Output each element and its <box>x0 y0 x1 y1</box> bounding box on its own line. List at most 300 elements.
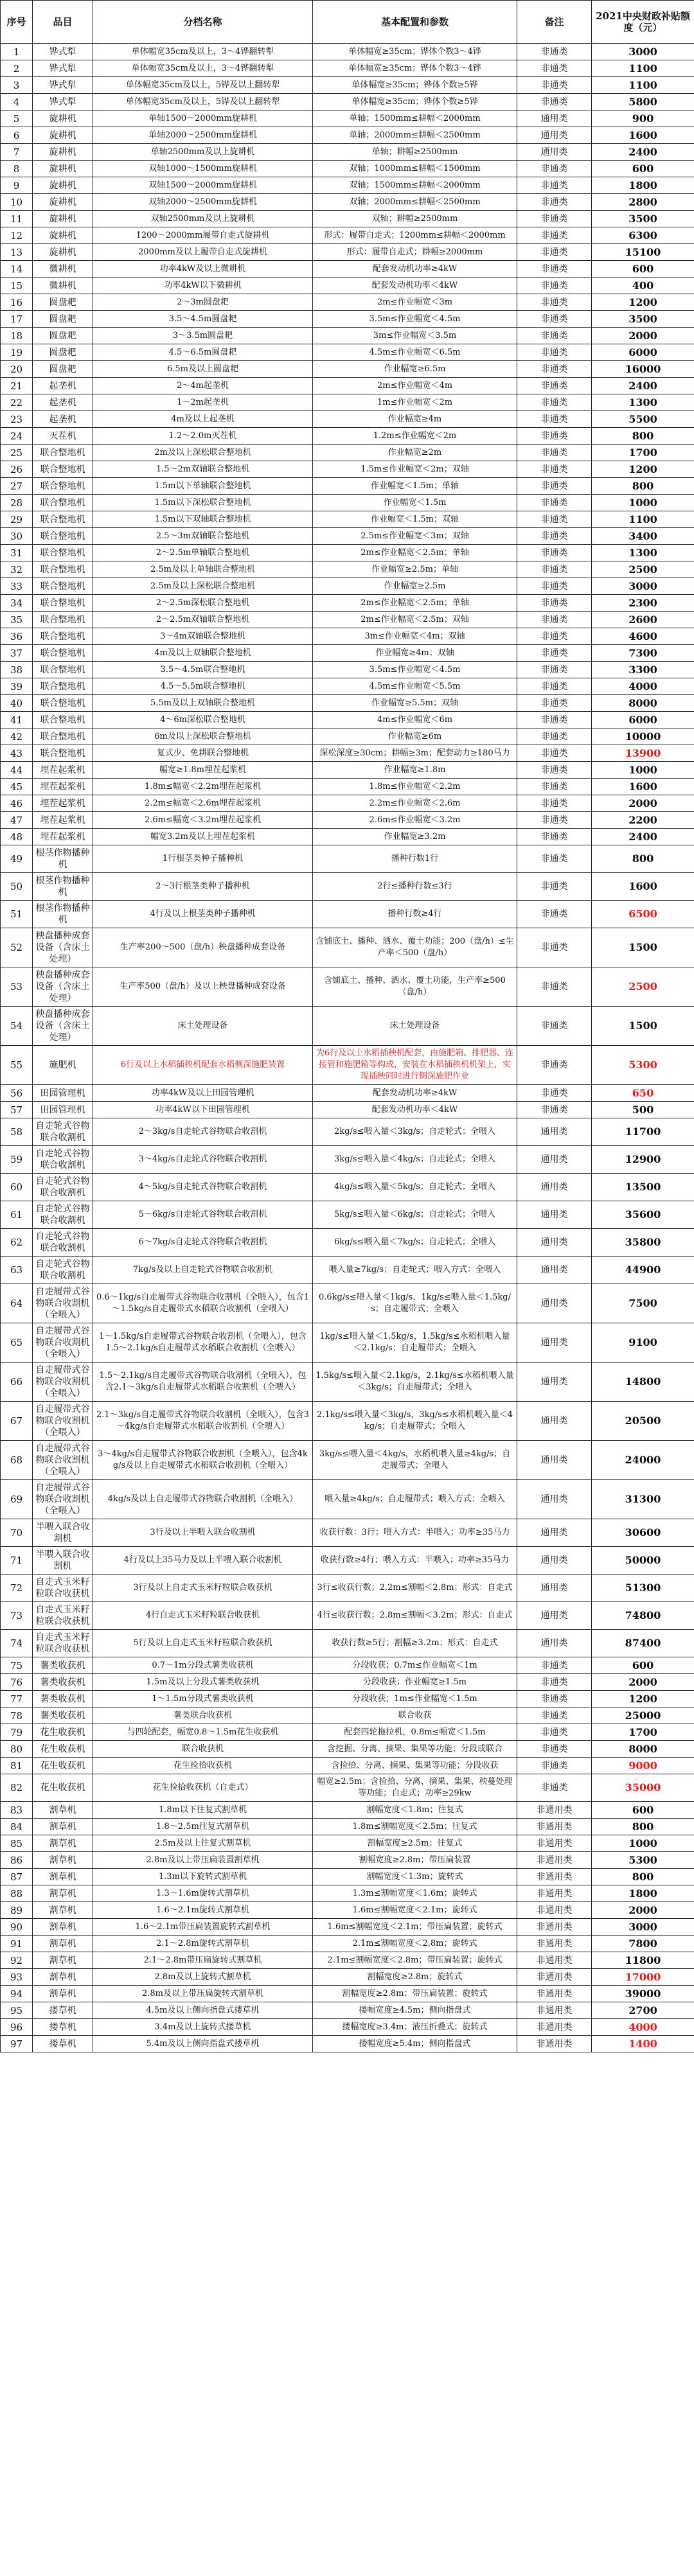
cell-amount: 800 <box>592 428 694 445</box>
cell-note: 通用类 <box>517 1630 592 1657</box>
table-row <box>1 695 694 712</box>
cell-spec: 3.4m及以上旋转式搂草机 <box>93 2019 313 2036</box>
cell-note: 通用类 <box>517 1575 592 1602</box>
table-body <box>1 44 694 2052</box>
table-row <box>1 495 694 511</box>
cell-params: 深松深度≥30cm；耕幅≥3m；配套动力≥180马力 <box>313 745 517 762</box>
cell-item: 自走履带式谷物联合收割机（全喂入） <box>33 1363 93 1402</box>
cell-note: 非通类 <box>517 1691 592 1707</box>
cell-no: 76 <box>1 1674 33 1691</box>
cell-no: 17 <box>1 311 33 328</box>
cell-note: 非通类 <box>517 1657 592 1674</box>
table-row <box>1 1691 694 1707</box>
table-row <box>1 161 694 177</box>
cell-note: 非通用类 <box>517 1936 592 1952</box>
cell-amount: 600 <box>592 1802 694 1819</box>
cell-params: 2m≤作业幅宽＜2.5m；单轴 <box>313 595 517 612</box>
table-row <box>1 1547 694 1575</box>
cell-item: 搂草机 <box>33 2019 93 2036</box>
cell-params: 1.3m≤割幅宽度＜1.6m；旋转式 <box>313 1885 517 1902</box>
cell-params: 作业幅宽≥4m <box>313 411 517 428</box>
cell-amount: 11700 <box>592 1118 694 1146</box>
cell-no: 25 <box>1 445 33 461</box>
table-row <box>1 901 694 928</box>
cell-amount: 2400 <box>592 378 694 394</box>
table-row <box>1 294 694 311</box>
table-row <box>1 60 694 77</box>
cell-note: 非通类 <box>517 595 592 612</box>
cell-spec: 2～2.5m双轴联合整地机 <box>93 612 313 628</box>
cell-spec: 双轴1000～1500mm旋耕机 <box>93 161 313 177</box>
cell-params: 形式：履带自走式；耕幅≥2000mm <box>313 244 517 261</box>
cell-item: 铧式犁 <box>33 94 93 110</box>
cell-note: 通用类 <box>517 1118 592 1146</box>
cell-amount: 2400 <box>592 829 694 845</box>
cell-no: 85 <box>1 1835 33 1852</box>
cell-no: 51 <box>1 901 33 928</box>
table-row <box>1 762 694 779</box>
cell-params: 作业幅宽≥4m；双轴 <box>313 645 517 662</box>
table-row <box>1 1802 694 1819</box>
table-row <box>1 144 694 161</box>
cell-no: 15 <box>1 278 33 294</box>
cell-no: 40 <box>1 695 33 712</box>
cell-params: 双轴；1500mm≤耕幅＜2000mm <box>313 177 517 194</box>
cell-amount: 8000 <box>592 1741 694 1758</box>
cell-note: 非通类 <box>517 44 592 60</box>
cell-amount: 7300 <box>592 645 694 662</box>
cell-params: 幅宽≥2.5m；含捡拾、分离、摘果、集果、秧蔓处理等功能；自走式；功率≥29kw <box>313 1774 517 1802</box>
table-row <box>1 1902 694 1919</box>
table-row <box>1 445 694 461</box>
cell-params: 1m≤作业幅宽＜2m <box>313 394 517 411</box>
cell-note: 非通用类 <box>517 2019 592 2036</box>
cell-params: 割幅宽度≥2.8m；旋转式 <box>313 1969 517 1986</box>
cell-params: 割幅宽度≥2.8m；带压扁装置 <box>313 1852 517 1869</box>
cell-item: 割草机 <box>33 1952 93 1969</box>
cell-item: 联合整地机 <box>33 612 93 628</box>
cell-amount: 1100 <box>592 511 694 528</box>
cell-item: 旋耕机 <box>33 177 93 194</box>
cell-amount: 1600 <box>592 779 694 795</box>
cell-amount: 2000 <box>592 795 694 812</box>
cell-note: 非通类 <box>517 1724 592 1741</box>
cell-item: 联合整地机 <box>33 645 93 662</box>
cell-params: 1.5kg/s≤喂入量＜2.1kg/s，2.1kg/s≤水稻机喂入量＜3kg/s；自走履带式；全喂入 <box>313 1363 517 1402</box>
cell-spec: 双轴1500～2000mm旋耕机 <box>93 177 313 194</box>
cell-params: 3m≤作业幅宽＜4m；双轴 <box>313 628 517 645</box>
cell-note: 非通用类 <box>517 1969 592 1986</box>
cell-amount: 1800 <box>592 177 694 194</box>
table-row <box>1 1936 694 1952</box>
cell-item: 联合整地机 <box>33 528 93 545</box>
cell-note: 非通类 <box>517 795 592 812</box>
cell-item: 自走履带式谷物联合收割机（全喂入） <box>33 1402 93 1441</box>
cell-amount: 3000 <box>592 44 694 60</box>
cell-note: 非通类 <box>517 1007 592 1046</box>
cell-params: 双轴；耕幅≥2500mm <box>313 211 517 227</box>
cell-note: 非通类 <box>517 845 592 873</box>
cell-spec: 2.5m及以上单轴联合整地机 <box>93 561 313 578</box>
cell-note: 非通类 <box>517 645 592 662</box>
table-row <box>1 795 694 812</box>
cell-amount: 1200 <box>592 461 694 478</box>
cell-note: 非通用类 <box>517 1952 592 1969</box>
header-amount: 2021中央财政补贴额度（元） <box>592 1 694 44</box>
cell-spec: 2～4m起垄机 <box>93 378 313 394</box>
cell-no: 73 <box>1 1602 33 1630</box>
cell-amount: 35600 <box>592 1201 694 1229</box>
cell-spec: 床土处理设备 <box>93 1007 313 1046</box>
table-row <box>1 528 694 545</box>
cell-item: 联合整地机 <box>33 595 93 612</box>
cell-amount: 800 <box>592 478 694 495</box>
cell-item: 割草机 <box>33 1835 93 1852</box>
cell-spec: 1～1.5m分段式薯类收获机 <box>93 1691 313 1707</box>
cell-spec: 3～4kg/s自走履带式谷物联合收割机（全喂入），包含4kg/s及以上自走履带式水稻联合收割机（全喂入） <box>93 1441 313 1480</box>
cell-spec: 生产率200～500（盘/h）秧盘播种成套设备 <box>93 928 313 967</box>
cell-params: 2m≤作业幅宽＜2.5m；双轴 <box>313 612 517 628</box>
table-row <box>1 94 694 110</box>
cell-note: 通用类 <box>517 1146 592 1174</box>
cell-amount: 4000 <box>592 2019 694 2036</box>
cell-note: 非通类 <box>517 511 592 528</box>
cell-item: 联合整地机 <box>33 445 93 461</box>
cell-params: 3m≤作业幅宽＜3.5m <box>313 328 517 344</box>
cell-item: 联合整地机 <box>33 662 93 678</box>
cell-params: 1.6m≤割幅宽度＜2.1m；带压扁装置；旋转式 <box>313 1919 517 1936</box>
cell-spec: 花生捡拾收获机 <box>93 1758 313 1774</box>
table-row <box>1 1480 694 1519</box>
cell-no: 20 <box>1 361 33 378</box>
cell-params: 配套发动机功率≥4kW <box>313 261 517 278</box>
cell-amount: 4000 <box>592 678 694 695</box>
cell-item: 联合整地机 <box>33 678 93 695</box>
table-row <box>1 1869 694 1885</box>
cell-item: 自走轮式谷物联合收割机 <box>33 1201 93 1229</box>
cell-amount: 9000 <box>592 1758 694 1774</box>
cell-item: 田园管理机 <box>33 1085 93 1102</box>
cell-amount: 1500 <box>592 1007 694 1046</box>
cell-params: 3kg/s≤喂入量＜4kg/s，水稻机喂入量≥4kg/s；自走履带式；全喂入 <box>313 1441 517 1480</box>
cell-params: 单轴；1500mm≤耕幅＜2000mm <box>313 110 517 127</box>
cell-spec: 4m及以上双轴联合整地机 <box>93 645 313 662</box>
cell-spec: 5.5m及以上双轴联合整地机 <box>93 695 313 712</box>
cell-no: 70 <box>1 1519 33 1547</box>
cell-no: 83 <box>1 1802 33 1819</box>
table-row <box>1 845 694 873</box>
cell-no: 77 <box>1 1691 33 1707</box>
cell-params: 播种行数1行 <box>313 845 517 873</box>
cell-params: 搂幅宽度≥4.5m；侧向指盘式 <box>313 2002 517 2019</box>
table-row <box>1 44 694 60</box>
cell-note: 非通类 <box>517 194 592 211</box>
cell-note: 非通类 <box>517 1707 592 1724</box>
cell-note: 非通类 <box>517 244 592 261</box>
cell-amount: 7500 <box>592 1284 694 1323</box>
header-note: 备注 <box>517 1 592 44</box>
cell-amount: 2600 <box>592 612 694 628</box>
cell-params: 1kg/s≤喂入量＜1.5kg/s，1.5kg/s≤水稻机喂入量＜2.1kg/s；自走履带式；全喂入 <box>313 1323 517 1363</box>
cell-amount: 1300 <box>592 394 694 411</box>
table-row <box>1 378 694 394</box>
cell-amount: 600 <box>592 161 694 177</box>
cell-no: 62 <box>1 1229 33 1257</box>
cell-amount: 3000 <box>592 578 694 595</box>
table-row <box>1 177 694 194</box>
cell-amount: 1200 <box>592 294 694 311</box>
table-row <box>1 1046 694 1085</box>
cell-amount: 8000 <box>592 695 694 712</box>
cell-params: 为6行及以上水稻插秧机配套，由施肥箱、排肥器、连接管和施肥箱等构成，安装在水稻插秧机机架上，实现插秧同时进行侧深施肥作业 <box>313 1046 517 1085</box>
table-row <box>1 1174 694 1201</box>
table-row <box>1 728 694 745</box>
cell-note: 非通类 <box>517 812 592 829</box>
cell-no: 28 <box>1 495 33 511</box>
table-row <box>1 1919 694 1936</box>
cell-spec: 4.5m及以上侧向指盘式搂草机 <box>93 2002 313 2019</box>
cell-note: 非通用类 <box>517 1986 592 2002</box>
cell-amount: 2000 <box>592 1674 694 1691</box>
cell-no: 12 <box>1 227 33 244</box>
cell-item: 割草机 <box>33 1936 93 1952</box>
cell-item: 起垄机 <box>33 411 93 428</box>
cell-no: 59 <box>1 1146 33 1174</box>
cell-params: 配套发动机功率＜4kW <box>313 1102 517 1118</box>
cell-spec: 花生捡拾收获机（自走式） <box>93 1774 313 1802</box>
cell-spec: 4.5～6.5m圆盘耙 <box>93 344 313 361</box>
cell-amount: 15100 <box>592 244 694 261</box>
cell-params: 2m≤作业幅宽＜4m <box>313 378 517 394</box>
cell-spec: 2.6m≤幅宽＜3.2m埋茬起浆机 <box>93 812 313 829</box>
table-row <box>1 1402 694 1441</box>
cell-item: 自走轮式谷物联合收割机 <box>33 1118 93 1146</box>
cell-no: 89 <box>1 1902 33 1919</box>
cell-spec: 1.3～1.6m旋转式割草机 <box>93 1885 313 1902</box>
cell-params: 床土处理设备 <box>313 1007 517 1046</box>
cell-note: 非通类 <box>517 712 592 728</box>
cell-spec: 2.8m及以上旋转式割草机 <box>93 1969 313 1986</box>
cell-item: 联合整地机 <box>33 695 93 712</box>
cell-note: 非通类 <box>517 762 592 779</box>
table-row <box>1 328 694 344</box>
cell-amount: 400 <box>592 278 694 294</box>
cell-amount: 87400 <box>592 1630 694 1657</box>
cell-item: 圆盘耙 <box>33 311 93 328</box>
cell-item: 自走轮式谷物联合收割机 <box>33 1229 93 1257</box>
table-row <box>1 678 694 695</box>
table-row <box>1 1441 694 1480</box>
header-spec: 分档名称 <box>93 1 313 44</box>
cell-amount: 1000 <box>592 495 694 511</box>
table-row <box>1 1085 694 1102</box>
cell-spec: 0.6～1kg/s自走履带式谷物联合收割机（全喂入），包含1～1.5kg/s自走履带式水稻联合收割机（全喂入） <box>93 1284 313 1323</box>
table-row <box>1 1969 694 1986</box>
cell-no: 16 <box>1 294 33 311</box>
cell-spec: 单体幅宽35cm及以上，3～4铧翻转犁 <box>93 44 313 60</box>
cell-note: 通用类 <box>517 110 592 127</box>
cell-note: 非通类 <box>517 177 592 194</box>
cell-note: 非通类 <box>517 578 592 595</box>
cell-spec: 单轴2000～2500mm旋耕机 <box>93 127 313 144</box>
cell-no: 22 <box>1 394 33 411</box>
cell-no: 11 <box>1 211 33 227</box>
cell-spec: 2m及以上深松联合整地机 <box>93 445 313 461</box>
table-row <box>1 344 694 361</box>
table-row <box>1 967 694 1007</box>
cell-no: 54 <box>1 1007 33 1046</box>
table-row <box>1 211 694 227</box>
cell-spec: 1.6～2.1m旋转式割草机 <box>93 1902 313 1919</box>
cell-no: 36 <box>1 628 33 645</box>
cell-params: 2.2m≤作业幅宽＜2.6m <box>313 795 517 812</box>
table-row <box>1 194 694 211</box>
cell-spec: 5～6kg/s自走轮式谷物联合收割机 <box>93 1201 313 1229</box>
cell-amount: 5500 <box>592 411 694 428</box>
cell-no: 55 <box>1 1046 33 1085</box>
table-row <box>1 261 694 278</box>
cell-spec: 1.8m≤幅宽＜2.2m埋茬起浆机 <box>93 779 313 795</box>
table-row <box>1 2002 694 2019</box>
cell-spec: 4～6m深松联合整地机 <box>93 712 313 728</box>
cell-spec: 3行及以上自走式玉米籽粒联合收获机 <box>93 1575 313 1602</box>
cell-note: 非通类 <box>517 1046 592 1085</box>
table-row <box>1 478 694 495</box>
cell-note: 非通类 <box>517 678 592 695</box>
cell-note: 非通类 <box>517 495 592 511</box>
table-row <box>1 662 694 678</box>
cell-no: 38 <box>1 662 33 678</box>
table-row <box>1 1575 694 1602</box>
cell-params: 搂幅宽度≥3.4m；液压折叠式；旋转式 <box>313 2019 517 2036</box>
cell-amount: 1500 <box>592 928 694 967</box>
cell-spec: 2.5～3m双轴联合整地机 <box>93 528 313 545</box>
cell-no: 50 <box>1 873 33 901</box>
cell-params: 双轴；1000mm≤耕幅＜1500mm <box>313 161 517 177</box>
cell-amount: 5300 <box>592 1852 694 1869</box>
cell-no: 3 <box>1 77 33 94</box>
cell-params: 含捡拾、分离、摘果、集果等功能；分段收获 <box>313 1758 517 1774</box>
cell-no: 75 <box>1 1657 33 1674</box>
cell-params: 作业幅宽＜1.5m <box>313 495 517 511</box>
cell-amount: 35000 <box>592 1774 694 1802</box>
cell-amount: 6000 <box>592 344 694 361</box>
cell-spec: 1行根茎类种子播种机 <box>93 845 313 873</box>
cell-no: 23 <box>1 411 33 428</box>
cell-spec: 联合收获机 <box>93 1741 313 1758</box>
cell-amount: 1700 <box>592 445 694 461</box>
cell-spec: 2.2m≤幅宽＜2.6m埋茬起浆机 <box>93 795 313 812</box>
cell-amount: 39000 <box>592 1986 694 2002</box>
cell-note: 非通类 <box>517 1741 592 1758</box>
cell-amount: 1700 <box>592 1724 694 1741</box>
cell-item: 割草机 <box>33 1852 93 1869</box>
cell-item: 薯类收获机 <box>33 1674 93 1691</box>
cell-amount: 25000 <box>592 1707 694 1724</box>
cell-params: 单轴；耕幅≥2500mm <box>313 144 517 161</box>
cell-note: 非通类 <box>517 278 592 294</box>
cell-spec: 4行及以上35马力及以上半喂入联合收割机 <box>93 1547 313 1575</box>
cell-spec: 3～4m双轴联合整地机 <box>93 628 313 645</box>
cell-params: 3.5m≤作业幅宽＜4.5m <box>313 662 517 678</box>
cell-note: 非通类 <box>517 261 592 278</box>
cell-spec: 5.4m及以上侧向指盘式搂草机 <box>93 2036 313 2052</box>
cell-params: 配套四轮拖拉机，0.8m≤幅宽＜1.5m <box>313 1724 517 1741</box>
table-row <box>1 928 694 967</box>
table-row <box>1 1741 694 1758</box>
cell-item: 埋茬起浆机 <box>33 762 93 779</box>
cell-params: 含挖掘、分离、摘果、集果等功能；分段或联合 <box>313 1741 517 1758</box>
cell-params: 1.2m≤作业幅宽＜2m <box>313 428 517 445</box>
cell-spec: 复式少、免耕联合整地机 <box>93 745 313 762</box>
cell-amount: 2200 <box>592 812 694 829</box>
cell-note: 通用类 <box>517 1257 592 1284</box>
table-row <box>1 812 694 829</box>
cell-note: 通用类 <box>517 1602 592 1630</box>
cell-amount: 500 <box>592 1102 694 1118</box>
cell-note: 通用类 <box>517 1363 592 1402</box>
cell-spec: 1.8～2.5m往复式割草机 <box>93 1819 313 1835</box>
cell-amount: 600 <box>592 261 694 278</box>
cell-params: 喂入量≥4kg/s；自走履带式；喂入方式：全喂入 <box>313 1480 517 1519</box>
cell-note: 非通用类 <box>517 1835 592 1852</box>
table-row <box>1 2019 694 2036</box>
cell-params: 2m≤作业幅宽＜3m <box>313 294 517 311</box>
cell-item: 联合整地机 <box>33 511 93 528</box>
table-row <box>1 1363 694 1402</box>
cell-no: 4 <box>1 94 33 110</box>
cell-amount: 51300 <box>592 1575 694 1602</box>
cell-amount: 3400 <box>592 528 694 545</box>
cell-no: 30 <box>1 528 33 545</box>
cell-note: 非通类 <box>517 428 592 445</box>
table-row <box>1 873 694 901</box>
cell-item: 铧式犁 <box>33 44 93 60</box>
cell-note: 非通用类 <box>517 1919 592 1936</box>
cell-item: 自走式玉米籽粒联合收获机 <box>33 1630 93 1657</box>
cell-no: 86 <box>1 1852 33 1869</box>
cell-params: 4.5m≤作业幅宽＜6.5m <box>313 344 517 361</box>
cell-amount: 9100 <box>592 1323 694 1363</box>
cell-spec: 单体幅宽35cm及以上，5铧及以上翻转犁 <box>93 94 313 110</box>
cell-amount: 1100 <box>592 77 694 94</box>
cell-no: 1 <box>1 44 33 60</box>
cell-amount: 2700 <box>592 2002 694 2019</box>
table-row <box>1 1986 694 2002</box>
cell-no: 79 <box>1 1724 33 1741</box>
table-row <box>1 1852 694 1869</box>
cell-params: 作业幅宽≥3.2m <box>313 829 517 845</box>
cell-spec: 6～7kg/s自走轮式谷物联合收割机 <box>93 1229 313 1257</box>
header-params: 基本配置和参数 <box>313 1 517 44</box>
cell-no: 14 <box>1 261 33 278</box>
cell-amount: 800 <box>592 1819 694 1835</box>
cell-item: 割草机 <box>33 1885 93 1902</box>
table-row <box>1 461 694 478</box>
cell-amount: 3000 <box>592 1919 694 1936</box>
table-row <box>1 645 694 662</box>
cell-no: 93 <box>1 1969 33 1986</box>
cell-no: 19 <box>1 344 33 361</box>
cell-item: 秧盘播种成套设备（含床土处理） <box>33 1007 93 1046</box>
cell-params: 割幅宽度≥2.8m；带压扁装置；旋转式 <box>313 1986 517 2002</box>
cell-note: 非通类 <box>517 612 592 628</box>
cell-params: 收获行数≥4行；喂入方式：半喂入；功率≥35马力 <box>313 1547 517 1575</box>
table-row <box>1 1819 694 1835</box>
cell-item: 旋耕机 <box>33 194 93 211</box>
table-row <box>1 127 694 144</box>
cell-spec: 2.8m及以上带压扁装置割草机 <box>93 1852 313 1869</box>
